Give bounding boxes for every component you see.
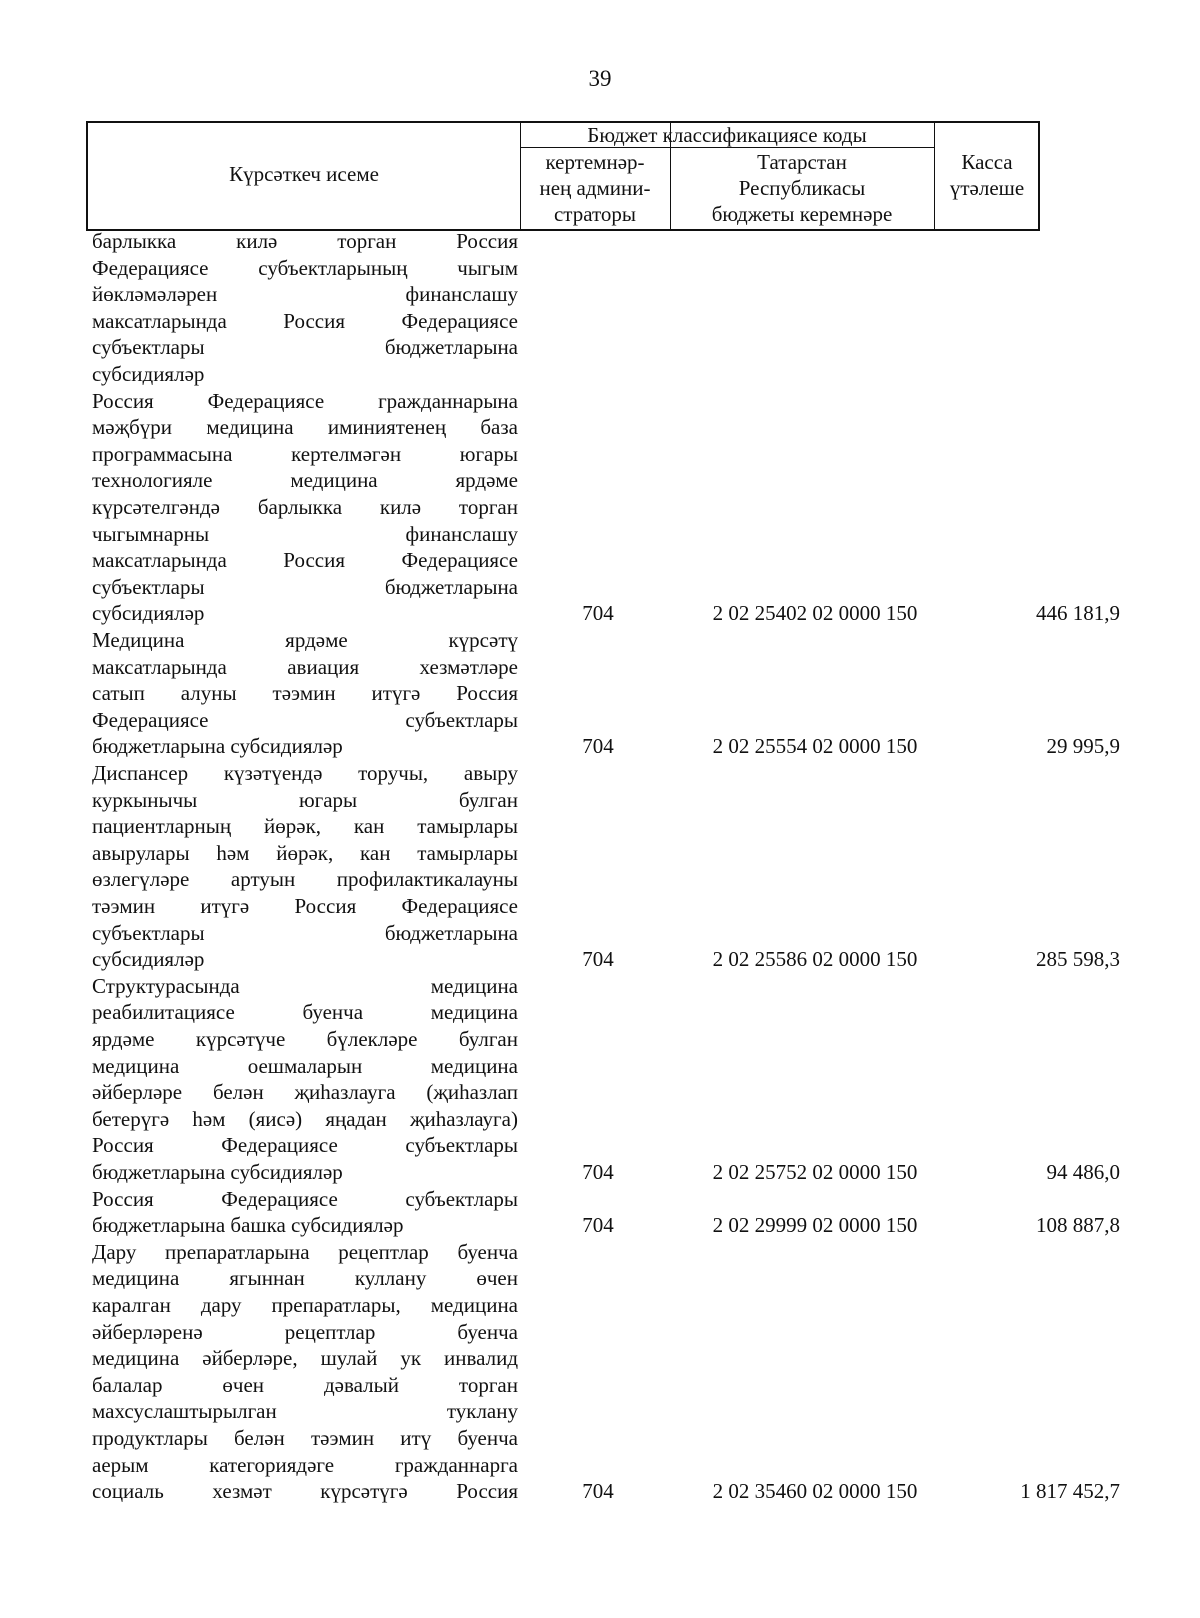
indicator-name-line: бюджетларына субсидияләр — [92, 734, 343, 759]
header-budget-code: Бюджет классификациясе коды — [587, 123, 867, 147]
indicator-name-line: медицина оешмаларын медицина — [92, 1053, 518, 1078]
indicator-name-line: субъектлары бюджетларына — [92, 574, 518, 599]
indicator-name-line: мәҗбүри медицина иминиятенең база — [92, 415, 518, 440]
indicator-name-line: пациентларның йөрәк, кан тамырлары — [92, 814, 518, 839]
indicator-name-line: медицина ягыннан куллану өчен — [92, 1266, 518, 1291]
administrator-code: 704 — [582, 1159, 614, 1184]
indicator-name-line: максатларында авиация хезмәтләре — [92, 654, 518, 679]
indicator-name-line: Россия Федерациясе субъектлары — [92, 1186, 518, 1211]
table-row — [92, 760, 1122, 973]
indicator-name-line: тәэмин итүгә Россия Федерациясе — [92, 893, 518, 918]
indicator-name — [92, 228, 518, 388]
indicator-name-line: әйберләренә рецептлар буенча — [92, 1319, 518, 1344]
revenue-code: 2 02 25554 02 0000 150 — [712, 734, 918, 759]
cash-amount: 1 817 452,7 — [1020, 1479, 1120, 1504]
indicator-name-line: Дару препаратларына рецептлар буенча — [92, 1239, 518, 1264]
administrator-code: 704 — [582, 947, 614, 972]
header-cash-execution — [934, 149, 1040, 201]
cash-amount: 29 995,9 — [1046, 734, 1120, 759]
indicator-name-line: субъектлары бюджетларына — [92, 335, 518, 360]
revenue-code: 2 02 25586 02 0000 150 — [712, 947, 918, 972]
table-row — [92, 973, 1122, 1186]
indicator-name-line: продуктлары белән тәэмин итү буенча — [92, 1425, 518, 1450]
indicator-name — [92, 973, 518, 1186]
page-number: 39 — [588, 66, 612, 91]
indicator-name — [92, 627, 518, 760]
indicator-name-line: күрсәтелгәндә барлыкка килә торган — [92, 494, 518, 519]
indicator-name-line: барлыкка килә торган Россия — [92, 229, 518, 253]
indicator-name-line: технологияле медицина ярдәме — [92, 468, 518, 493]
indicator-name-line: Федерациясе субъектлары — [92, 707, 518, 732]
table-row — [92, 627, 1122, 760]
cash-amount: 94 486,0 — [1046, 1159, 1120, 1184]
header-cash-line: үтәлеше — [949, 176, 1025, 200]
indicator-name-line: сатып алуны тәэмин итүгә Россия — [92, 681, 518, 706]
indicator-name-line: Федерациясе субъектларының чыгым — [92, 255, 518, 280]
cash-amount: 446 181,9 — [1036, 601, 1120, 626]
indicator-name-line: бетерүгә һәм (яисә) яңадан җиһазлауга) — [92, 1106, 518, 1131]
administrator-code: 704 — [582, 601, 614, 626]
indicator-name-line: максатларында Россия Федерациясе — [92, 548, 518, 573]
header-administrator-line: страторы — [553, 202, 637, 226]
administrator-code: 704 — [582, 734, 614, 759]
indicator-name-line: максатларында Россия Федерациясе — [92, 308, 518, 333]
header-revenue-line: бюджеты керемнәре — [711, 202, 893, 226]
indicator-name-line: Медицина ярдәме күрсәтү — [92, 628, 518, 652]
header-revenue — [670, 149, 934, 227]
header-administrator — [520, 149, 670, 227]
header-revenue-line: Татарстан — [757, 150, 847, 174]
cash-amount: 108 887,8 — [1036, 1213, 1120, 1238]
indicator-name-line: йөкләмәләрен финанслашу — [92, 282, 518, 307]
administrator-code: 704 — [582, 1213, 614, 1238]
table-row — [92, 1239, 1122, 1505]
indicator-name — [92, 388, 518, 627]
indicator-name-line: субсидияләр — [92, 601, 205, 626]
header-administrator-line: нең админи- — [539, 176, 651, 200]
indicator-name-line: медицина әйберләре, шулай ук инвалид — [92, 1346, 518, 1371]
indicator-name-line: аерым категориядәге гражданнарга — [92, 1452, 518, 1477]
table-row — [92, 228, 1122, 388]
indicator-name-line: социаль хезмәт күрсәтүгә Россия — [92, 1479, 518, 1504]
table-row — [92, 1186, 1122, 1239]
indicator-name-line: балалар өчен дәвалый торган — [92, 1372, 518, 1397]
cash-amount: 285 598,3 — [1036, 947, 1120, 972]
table-row — [92, 388, 1122, 627]
table-header — [86, 121, 1040, 231]
revenue-code: 2 02 25402 02 0000 150 — [712, 601, 918, 626]
header-cash-line: Касса — [961, 150, 1013, 174]
indicator-name — [92, 760, 518, 973]
indicator-name — [92, 1239, 518, 1505]
revenue-code: 2 02 35460 02 0000 150 — [712, 1479, 918, 1504]
indicator-name-line: ярдәме күрсәтүче бүлекләре булган — [92, 1026, 518, 1051]
indicator-name-line: Россия Федерациясе субъектлары — [92, 1133, 518, 1158]
indicator-name-line: реабилитациясе буенча медицина — [92, 1000, 518, 1025]
header-indicator-name: Күрсәткеч исеме — [229, 162, 379, 186]
indicator-name-line: субсидияләр — [92, 361, 205, 386]
indicator-name-line: каралган дару препаратлары, медицина — [92, 1292, 518, 1317]
indicator-name-line: программасына кертелмәгән югары — [92, 441, 518, 466]
indicator-name-line: Структурасында медицина — [92, 973, 518, 998]
indicator-name-line: куркынычы югары булган — [92, 787, 518, 812]
administrator-code: 704 — [582, 1479, 614, 1504]
indicator-name-line: бюджетларына башка субсидияләр — [92, 1213, 404, 1238]
header-administrator-line: кертемнәр- — [545, 150, 645, 174]
indicator-name-line: бюджетларына субсидияләр — [92, 1159, 343, 1184]
indicator-name-line: Диспансер күзәтүендә торучы, авыру — [92, 761, 518, 785]
indicator-name-line: әйберләре белән җиһазлауга (җиһазлап — [92, 1080, 518, 1105]
indicator-name — [92, 1186, 518, 1239]
header-revenue-line: Республикасы — [738, 176, 866, 200]
indicator-name-line: авырулары һәм йөрәк, кан тамырлары — [92, 840, 518, 865]
indicator-name-line: субъектлары бюджетларына — [92, 920, 518, 945]
indicator-name-line: махсуслаштырылган туклану — [92, 1399, 518, 1424]
revenue-code: 2 02 29999 02 0000 150 — [712, 1213, 918, 1238]
indicator-name-line: чыгымнарны финанслашу — [92, 521, 518, 546]
revenue-code: 2 02 25752 02 0000 150 — [712, 1159, 918, 1184]
indicator-name-line: субсидияләр — [92, 947, 205, 972]
indicator-name-line: Россия Федерациясе гражданнарына — [92, 388, 518, 413]
indicator-name-line: өзлегүләре артуын профилактикалауны — [92, 867, 518, 892]
